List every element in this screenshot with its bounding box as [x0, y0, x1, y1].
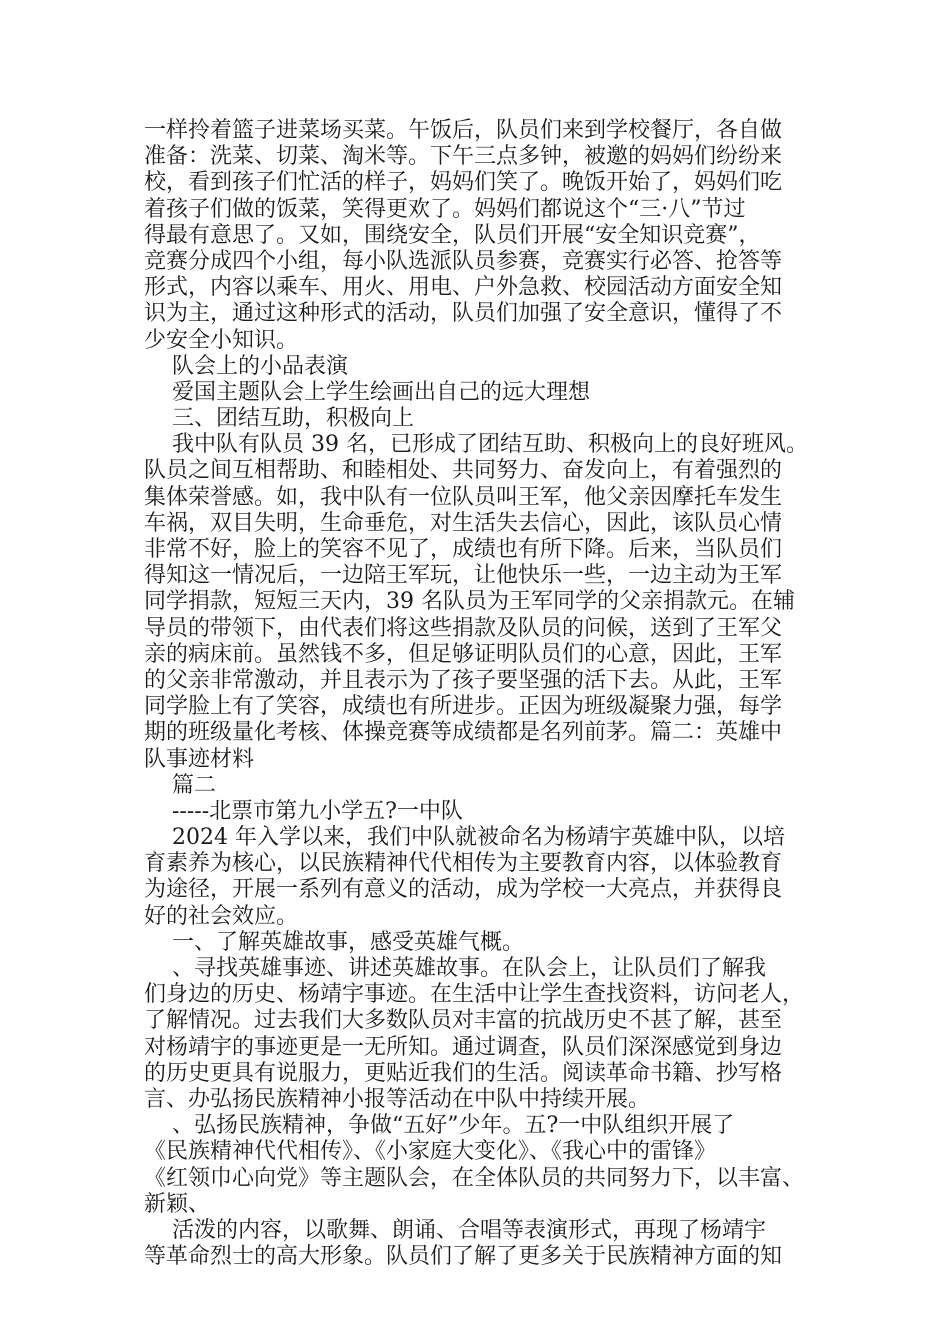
text-line: 队事迹材料	[144, 746, 255, 772]
text-line: 《红领巾心向党》等主题队会，在全体队员的共同努力下，以丰富、	[144, 1165, 805, 1191]
text-line: 集体荣誉感。如，我中队有一位队员叫王军，他父亲因摩托车发生	[144, 484, 783, 510]
text-line: 得知这一情况后，一边陪王军玩，让他快乐一些，一边主动为王军	[144, 563, 783, 589]
document-body	[144, 118, 824, 1270]
text-line: 非常不好，脸上的笑容不见了，成绩也有所下降。后来，当队员们	[144, 537, 783, 562]
text-line: 爱国主题队会上学生绘画出自己的远大理想	[144, 379, 590, 405]
text-line: 着孩子们做的饭菜，笑得更欢了。妈妈们都说这个“三·八”节过	[144, 196, 746, 222]
text-line: 好的社会效应。	[144, 903, 299, 929]
text-line: 活泼的内容，以歌舞、朗诵、合唱等表演形式，再现了杨靖宇	[144, 1217, 766, 1243]
text-line: 识为主，通过这种形式的活动，队员们加强了安全意识，懂得了不	[144, 301, 783, 327]
text-line: 导员的带领下，由代表们将这些捐款及队员的问候，送到了王军父	[144, 615, 783, 641]
text-line: 言、办弘扬民族精神小报等活动在中队中持续开展。	[144, 1086, 651, 1112]
text-line: 形式，内容以乘车、用火、用电、户外急救、校园活动方面安全知	[144, 275, 783, 301]
text-line: 的父亲非常激动，并且表示为了孩子要坚强的活下去。从此，王军	[144, 667, 783, 693]
text-line: 、弘扬民族精神，争做“五好”少年。五?一中队组织开展了	[144, 1113, 735, 1139]
text-line: 新颖、	[144, 1191, 211, 1217]
text-line: 2024 年入学以来，我们中队就被命名为杨靖宇英雄中队，以培	[144, 825, 785, 851]
text-line: 育素养为核心，以民族精神代代相传为主要教育内容，以体验教育	[144, 851, 783, 877]
text-line: 们身边的历史、杨靖宇事迹。在生活中让学生查找资料，访问老人，	[144, 982, 805, 1008]
text-line: 车祸，双目失明，生命垂危，对生活失去信心，因此，该队员心情	[144, 510, 783, 536]
text-line: 队会上的小品表演	[144, 353, 348, 379]
text-line: 亲的病床前。虽然钱不多，但足够证明队员们的心意，因此，王军	[144, 641, 783, 667]
text-line: 等革命烈士的高大形象。队员们了解了更多关于民族精神方面的知	[144, 1244, 783, 1270]
text-line: 为途径，开展一系列有意义的活动，成为学校一大亮点，并获得良	[144, 877, 783, 903]
text-line: 《民族精神代代相传》、《小家庭大变化》、《我心中的雷锋》	[144, 1139, 717, 1165]
text-line: 的历史更具有说服力，更贴近我们的生活。阅读革命书籍、抄写格	[144, 1060, 783, 1086]
text-line: 了解情况。过去我们大多数队员对丰富的抗战历史不甚了解，甚至	[144, 1008, 783, 1034]
text-line: -----北票市第九小学五?一中队	[144, 798, 463, 824]
text-line: 校，看到孩子们忙活的样子，妈妈们笑了。晚饭开始了，妈妈们吃	[144, 170, 783, 196]
text-line: 、寻找英雄事迹、讲述英雄故事。在队会上，让队员们了解我	[144, 956, 766, 981]
text-line: 对杨靖宇的事迹更是一无所知。通过调查，队员们深深感觉到身边	[144, 1034, 783, 1060]
text-line: 少安全小知识。	[144, 327, 299, 353]
text-line: 同学脸上有了笑容，成绩也有所进步。正因为班级凝聚力强，每学	[144, 694, 783, 720]
text-line: 得最有意思了。又如，围绕安全，队员们开展“安全知识竞赛”，	[144, 222, 761, 248]
text-line: 队员之间互相帮助、和睦相处、共同努力、奋发向上，有着强烈的	[144, 458, 783, 484]
text-line: 篇二	[144, 772, 216, 798]
text-line: 三、团结互助，积极向上	[144, 406, 414, 432]
text-line: 一样拎着篮子进菜场买菜。午饭后，队员们来到学校餐厅，各自做	[144, 118, 783, 143]
text-line: 一、了解英雄故事，感受英雄气概。	[144, 929, 524, 955]
text-line: 同学捐款，短短三天内，39 名队员为王军同学的父亲捐款元。在辅	[144, 589, 795, 615]
text-line: 竞赛分成四个小组，每小队选派队员参赛，竞赛实行必答、抢答等	[144, 248, 783, 274]
text-line: 准备：洗菜、切菜、淘米等。下午三点多钟，被邀的妈妈们纷纷来	[144, 144, 783, 170]
text-line: 我中队有队员 39 名，已形成了团结互助、积极向上的良好班风。	[144, 432, 808, 458]
text-line: 期的班级量化考核、体操竞赛等成绩都是名列前茅。篇二：英雄中	[144, 720, 783, 746]
